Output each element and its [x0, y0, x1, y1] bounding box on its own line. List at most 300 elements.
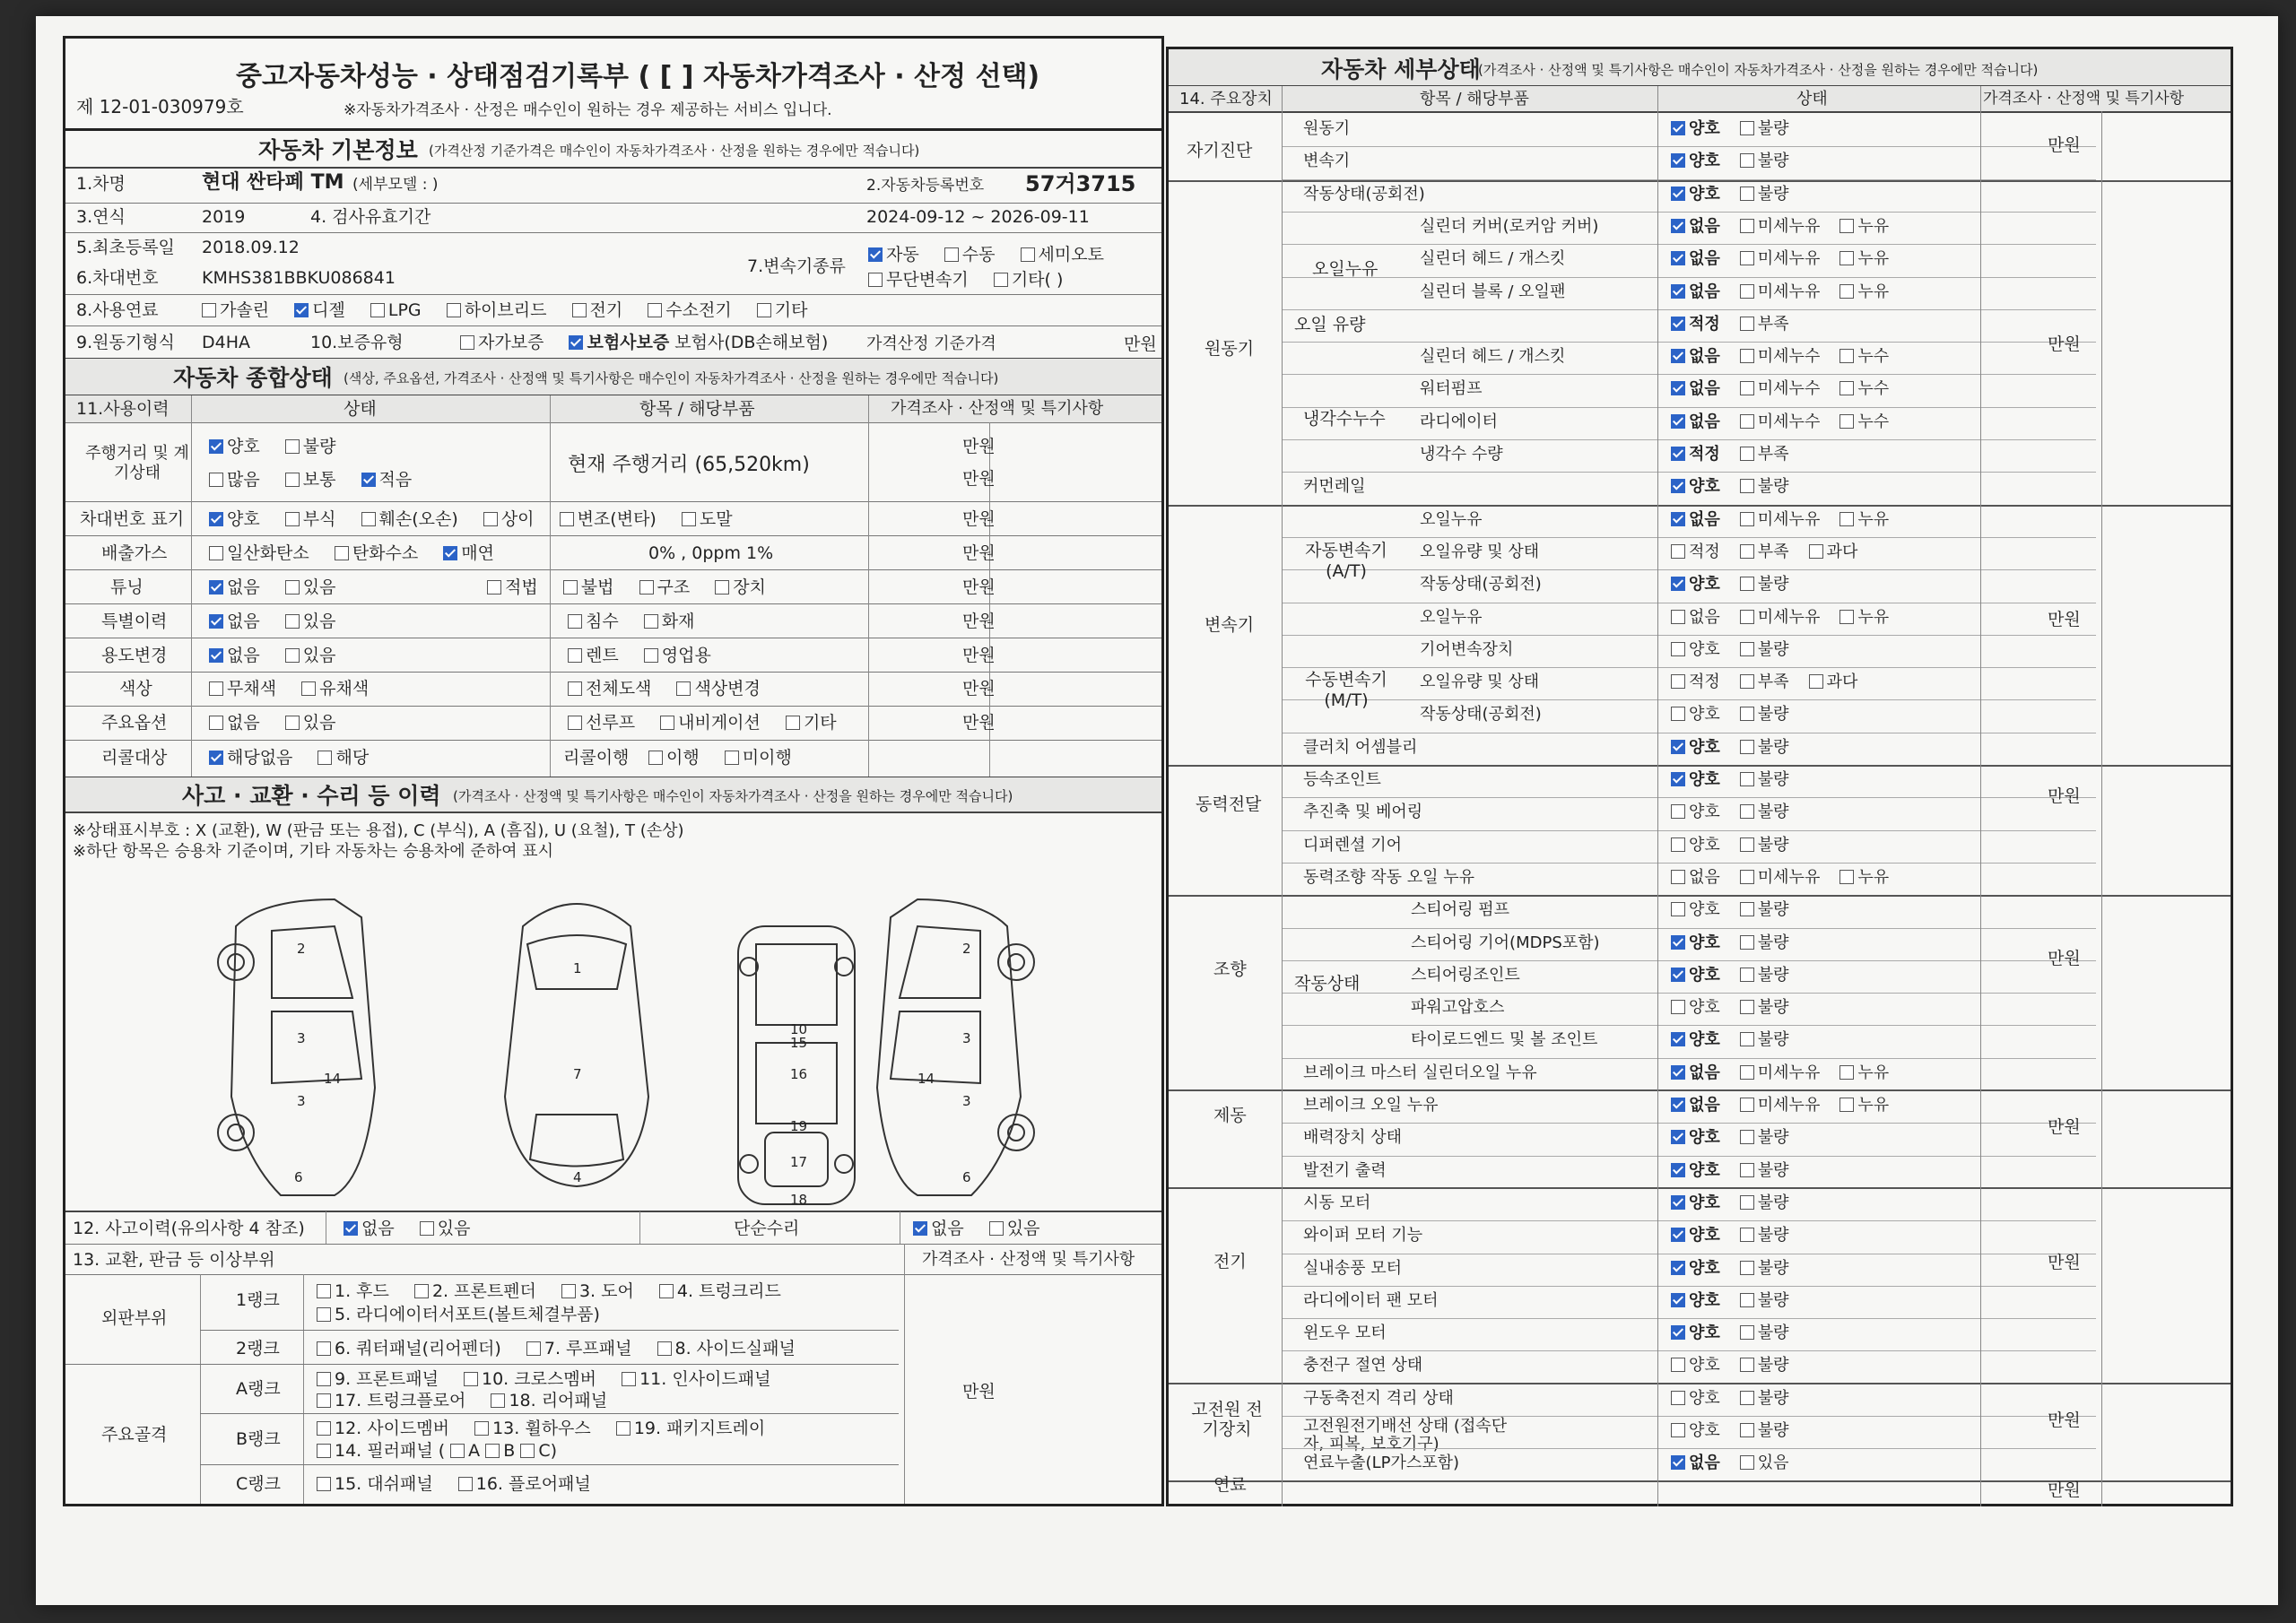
fuel-diesel-checkbox[interactable] — [294, 303, 309, 317]
trans-semi-checkbox[interactable] — [1021, 247, 1035, 262]
trans-manual-checkbox[interactable] — [944, 247, 959, 262]
sub-coolant: 냉각수누수 — [1303, 409, 1386, 429]
detail-checkbox-2-0[interactable] — [1671, 187, 1685, 201]
detail-checkbox-10-1[interactable] — [1740, 447, 1754, 461]
fuel-label: 8.사용연료 — [76, 300, 159, 320]
rank2-label: 2랭크 — [236, 1339, 280, 1358]
detail-checkbox-29-1[interactable] — [1740, 1065, 1754, 1080]
detail-state-0: 양호 불량 — [1671, 121, 1809, 137]
detail-item-34: 와이퍼 모터 기능 — [1303, 1226, 1423, 1245]
part-sidemember-checkbox[interactable] — [317, 1421, 331, 1436]
detail-checkbox-25-1[interactable] — [1740, 935, 1754, 950]
use-rent-checkbox[interactable] — [568, 648, 582, 663]
pillar-c-checkbox[interactable] — [520, 1444, 535, 1458]
part-floor-checkbox[interactable] — [458, 1477, 473, 1491]
detail-unit-3: 만원 — [2048, 786, 2081, 806]
detail-checkbox-38-1[interactable] — [1740, 1358, 1754, 1372]
recall-na-checkbox[interactable] — [209, 751, 223, 765]
row-special-label: 특별이력 — [101, 612, 168, 631]
sub-at: 자동변속기 (A/T) — [1305, 541, 1387, 581]
col-price: 가격조사 · 산정액 및 특기사항 — [891, 399, 1104, 418]
detail-state-6: 적정 부족 — [1671, 317, 1809, 333]
part-wheelhouse-checkbox[interactable] — [474, 1421, 489, 1436]
special-fire-checkbox[interactable] — [644, 614, 658, 629]
part-radiator-support-checkbox[interactable] — [317, 1307, 331, 1322]
svg-text:17: 17 — [790, 1154, 808, 1170]
detail-checkbox-29-2[interactable] — [1839, 1065, 1854, 1080]
basic-note: (가격산정 기준가격은 매수인이 자동차가격조사 · 산정을 원하는 경우에만 적습니다) — [429, 143, 920, 159]
vin-mismatch-checkbox[interactable] — [483, 512, 498, 526]
part-rearpanel-checkbox[interactable] — [491, 1393, 505, 1408]
part-dash-checkbox[interactable] — [317, 1477, 331, 1491]
detail-unit-0: 만원 — [2048, 135, 2081, 155]
parts-label: 13. 교환, 판금 등 이상부위 — [73, 1250, 275, 1270]
recall-item-label: 리콜이행 — [563, 748, 630, 768]
detail-state-19: 양호 불량 — [1671, 740, 1809, 756]
detail-state-10: 적정 부족 — [1671, 447, 1809, 463]
frame-label: 주요골격 — [101, 1425, 168, 1445]
detail-checkbox-22-1[interactable] — [1740, 838, 1754, 852]
detail-checkbox-27-0[interactable] — [1671, 1000, 1685, 1014]
detail-checkbox-21-0[interactable] — [1671, 804, 1685, 819]
detail-item-9: 라디에이터 — [1420, 412, 1498, 431]
detail-checkbox-29-0[interactable] — [1671, 1065, 1685, 1080]
detail-item-38: 충전구 절연 상태 — [1303, 1356, 1423, 1376]
detail-checkbox-14-0[interactable] — [1671, 577, 1685, 591]
detail-checkbox-39-1[interactable] — [1740, 1391, 1754, 1405]
first-reg-value: 2018.09.12 — [202, 238, 300, 257]
trans-opts-2: 무단변속기 기타( ) — [868, 272, 1083, 289]
detail-checkbox-0-0[interactable] — [1671, 121, 1685, 135]
detail-state-33: 양호 불량 — [1671, 1195, 1809, 1211]
gas-co-checkbox[interactable] — [209, 546, 223, 560]
detail-checkbox-1-0[interactable] — [1671, 153, 1685, 168]
detail-state-14: 양호 불량 — [1671, 577, 1809, 593]
option-other-checkbox[interactable] — [786, 716, 800, 730]
group-steering: 조향 — [1213, 959, 1247, 979]
part-pillar-checkbox[interactable] — [317, 1444, 331, 1458]
detail-checkbox-8-0[interactable] — [1671, 381, 1685, 395]
trans-cvt-checkbox[interactable] — [868, 273, 883, 287]
tuning-none-checkbox[interactable] — [209, 580, 223, 595]
detail-checkbox-34-1[interactable] — [1740, 1228, 1754, 1242]
recall-done-checkbox[interactable] — [648, 751, 663, 765]
detail-checkbox-18-1[interactable] — [1740, 707, 1754, 721]
special-none-checkbox[interactable] — [209, 614, 223, 629]
svg-text:1: 1 — [573, 960, 582, 976]
detail-state-35: 양호 불량 — [1671, 1261, 1809, 1277]
special-flood-checkbox[interactable] — [568, 614, 582, 629]
parts-price-label: 가격조사 · 산정액 및 특기사항 — [922, 1250, 1135, 1269]
detail-state-5: 없음 미세누유 누유 — [1671, 284, 1909, 300]
detail-checkbox-17-2[interactable] — [1809, 674, 1823, 689]
car-diagram — [65, 864, 1167, 1218]
group-fuel: 연료 — [1213, 1475, 1247, 1495]
option-state: 없음 있음 — [209, 715, 355, 732]
trans-other-checkbox[interactable] — [994, 273, 1008, 287]
detail-checkbox-30-2[interactable] — [1839, 1098, 1854, 1112]
detail-item-27: 파워고압호스 — [1411, 998, 1505, 1018]
part-trunkfloor-checkbox[interactable] — [317, 1393, 331, 1408]
detail-state-17: 적정 부족 과다 — [1671, 674, 1877, 690]
trans-auto-checkbox[interactable] — [868, 247, 883, 262]
fuel-opts: 가솔린 디젤 LPG 하이브리드 전기 수소전기 기타 — [202, 302, 827, 319]
row-gas-label: 배출가스 — [101, 543, 168, 563]
detail-checkbox-40-0[interactable] — [1671, 1423, 1685, 1437]
detail-checkbox-31-1[interactable] — [1740, 1130, 1754, 1144]
detail-checkbox-25-0[interactable] — [1671, 935, 1685, 950]
detail-checkbox-4-0[interactable] — [1671, 251, 1685, 265]
use-state: 없음 있음 — [209, 647, 355, 664]
detail-checkbox-16-0[interactable] — [1671, 642, 1685, 656]
detail-state-4: 없음 미세누유 누유 — [1671, 251, 1909, 267]
car-right-side-view — [877, 899, 1034, 1195]
doc-number: 제 12-01-030979호 — [76, 96, 244, 117]
reg-label: 2.자동차등록번호 — [866, 177, 985, 195]
detail-checkbox-28-1[interactable] — [1740, 1032, 1754, 1046]
option-sunroof-checkbox[interactable] — [568, 716, 582, 730]
gas-smoke-checkbox[interactable] — [443, 546, 457, 560]
svg-text:6: 6 — [294, 1169, 303, 1185]
summary-title: 자동차 종합상태 — [173, 365, 333, 391]
vin-paint-checkbox[interactable] — [682, 512, 696, 526]
detail-checkbox-15-1[interactable] — [1740, 610, 1754, 624]
detail-item-18: 작동상태(공회전) — [1420, 705, 1542, 725]
detail-checkbox-32-0[interactable] — [1671, 1163, 1685, 1177]
detail-state-1: 양호 불량 — [1671, 153, 1809, 169]
detail-state-36: 양호 불량 — [1671, 1293, 1809, 1309]
detail-state-39: 양호 불량 — [1671, 1391, 1809, 1407]
tuning-struct-checkbox[interactable] — [639, 580, 654, 595]
detail-state-31: 양호 불량 — [1671, 1130, 1809, 1146]
detail-checkbox-35-0[interactable] — [1671, 1261, 1685, 1275]
detail-checkbox-5-1[interactable] — [1740, 284, 1754, 299]
col-detail-item: 항목 / 해당부품 — [1420, 90, 1529, 108]
warranty-opts: 자가보증 보험사보증 보험사(DB손해보험) — [460, 334, 828, 352]
trans-label: 7.변속기종류 — [747, 256, 846, 276]
detail-checkbox-10-0[interactable] — [1671, 447, 1685, 461]
part-insidepanel-checkbox[interactable] — [622, 1372, 636, 1386]
rank1-label: 1랭크 — [236, 1290, 280, 1310]
fuel-lpg-checkbox[interactable] — [370, 303, 385, 317]
engine-label: 9.원동기형식 — [76, 333, 175, 352]
detail-checkbox-31-0[interactable] — [1671, 1130, 1685, 1144]
recall-yes-checkbox[interactable] — [317, 751, 332, 765]
detail-checkbox-33-1[interactable] — [1740, 1195, 1754, 1210]
tuning-yes-checkbox[interactable] — [285, 580, 300, 595]
detail-checkbox-6-1[interactable] — [1740, 317, 1754, 331]
warranty-self-checkbox[interactable] — [460, 335, 474, 350]
detail-checkbox-12-1[interactable] — [1740, 512, 1754, 526]
detail-checkbox-15-2[interactable] — [1839, 610, 1854, 624]
part-frontpanel-checkbox[interactable] — [317, 1372, 331, 1386]
detail-checkbox-37-1[interactable] — [1740, 1325, 1754, 1340]
simple-repair-label: 단순수리 — [734, 1219, 800, 1238]
pillar-a-checkbox[interactable] — [450, 1444, 465, 1458]
detail-checkbox-13-2[interactable] — [1809, 544, 1823, 559]
summary-unit-5: 만원 — [962, 612, 996, 631]
detail-checkbox-19-1[interactable] — [1740, 740, 1754, 754]
detail-checkbox-20-1[interactable] — [1740, 772, 1754, 786]
detail-item-41: 연료누출(LP가스포함) — [1303, 1454, 1460, 1473]
color-fullpaint-checkbox[interactable] — [568, 681, 582, 696]
svg-text:3: 3 — [297, 1093, 306, 1109]
use-items: 렌트 영업용 — [568, 647, 731, 664]
detail-checkbox-36-0[interactable] — [1671, 1293, 1685, 1307]
detail-checkbox-21-1[interactable] — [1740, 804, 1754, 819]
accident-history-opts: 없음 있음 — [344, 1220, 490, 1237]
mileage-few-checkbox[interactable] — [361, 473, 376, 487]
detail-checkbox-27-1[interactable] — [1740, 1000, 1754, 1014]
svg-text:16: 16 — [790, 1066, 808, 1082]
part-door-checkbox[interactable] — [561, 1284, 576, 1298]
svg-text:6: 6 — [962, 1169, 971, 1185]
svg-text:3: 3 — [297, 1030, 306, 1046]
fuel-electric-checkbox[interactable] — [572, 303, 587, 317]
detail-checkbox-26-0[interactable] — [1671, 968, 1685, 982]
fuel-other-checkbox[interactable] — [757, 303, 771, 317]
part-trunklid-checkbox[interactable] — [659, 1284, 674, 1298]
detail-checkbox-7-1[interactable] — [1740, 349, 1754, 363]
detail-checkbox-9-1[interactable] — [1740, 414, 1754, 429]
detail-checkbox-16-1[interactable] — [1740, 642, 1754, 656]
summary-unit-1: 만원 — [962, 469, 996, 489]
reg-value: 57거3715 — [1025, 171, 1136, 196]
simple-none-checkbox[interactable] — [913, 1221, 927, 1236]
detail-checkbox-40-1[interactable] — [1740, 1423, 1754, 1437]
detail-checkbox-23-0[interactable] — [1671, 870, 1685, 884]
outer-label: 외판부위 — [101, 1308, 168, 1328]
left-panel — [63, 36, 1164, 1506]
rankC-label: C랭크 — [236, 1474, 281, 1494]
mileage-many-checkbox[interactable] — [209, 473, 223, 487]
recall-notdone-checkbox[interactable] — [725, 751, 739, 765]
sub-oil-level: 오일 유량 — [1294, 315, 1366, 334]
detail-checkbox-23-2[interactable] — [1839, 870, 1854, 884]
detail-item-8: 워터펌프 — [1420, 379, 1483, 399]
detail-state-11: 양호 불량 — [1671, 479, 1809, 495]
mileage-good-checkbox[interactable] — [209, 439, 223, 454]
detail-checkbox-7-0[interactable] — [1671, 349, 1685, 363]
detail-unit-7: 만원 — [2048, 1410, 2081, 1430]
row-tuning-label: 튜닝 — [110, 577, 144, 597]
mileage-normal-checkbox[interactable] — [285, 473, 300, 487]
part-hood-checkbox[interactable] — [317, 1284, 331, 1298]
detail-checkbox-36-1[interactable] — [1740, 1293, 1754, 1307]
year-value: 2019 — [202, 207, 246, 227]
tuning-device-checkbox[interactable] — [715, 580, 729, 595]
vin-damage-checkbox[interactable] — [361, 512, 376, 526]
detail-checkbox-5-0[interactable] — [1671, 284, 1685, 299]
rankC-items: 15. 대쉬패널 16. 플로어패널 — [317, 1476, 611, 1493]
detail-state-29: 없음 미세누유 누유 — [1671, 1065, 1909, 1081]
recall-items: 이행 미이행 — [648, 750, 812, 767]
detail-item-40: 고전원전기배선 상태 (접속단자, 피복, 보호기구) — [1303, 1417, 1508, 1454]
color-change-checkbox[interactable] — [676, 681, 691, 696]
simple-repair-opts: 없음 있음 — [913, 1220, 1059, 1237]
use-yes-checkbox[interactable] — [285, 648, 300, 663]
svg-text:10: 10 — [790, 1021, 808, 1037]
detail-state-38: 양호 불량 — [1671, 1358, 1809, 1374]
detail-checkbox-37-0[interactable] — [1671, 1325, 1685, 1340]
rank1-items: 1. 후드 2. 프론트펜더 3. 도어 4. 트렁크리드 — [317, 1283, 801, 1300]
detail-checkbox-30-0[interactable] — [1671, 1098, 1685, 1112]
fuel-hybrid-checkbox[interactable] — [447, 303, 461, 317]
col-detail-state: 상태 — [1796, 90, 1828, 108]
detail-checkbox-9-0[interactable] — [1671, 414, 1685, 429]
detail-checkbox-17-0[interactable] — [1671, 674, 1685, 689]
detail-checkbox-8-1[interactable] — [1740, 381, 1754, 395]
detail-checkbox-12-2[interactable] — [1839, 512, 1854, 526]
detail-checkbox-9-2[interactable] — [1839, 414, 1854, 429]
rank2-items: 6. 쿼터패널(리어펜더) 7. 루프패널 8. 사이드실패널 — [317, 1341, 815, 1358]
option-none-checkbox[interactable] — [209, 716, 223, 730]
detail-state-25: 양호 불량 — [1671, 935, 1809, 951]
detail-checkbox-19-0[interactable] — [1671, 740, 1685, 754]
detail-checkbox-26-1[interactable] — [1740, 968, 1754, 982]
col-usage: 11.사용이력 — [76, 399, 170, 419]
detail-checkbox-23-1[interactable] — [1740, 870, 1754, 884]
part-fender-checkbox[interactable] — [414, 1284, 429, 1298]
detail-checkbox-11-0[interactable] — [1671, 479, 1685, 493]
part-quarter-checkbox[interactable] — [317, 1341, 331, 1356]
vin-rust-checkbox[interactable] — [285, 512, 300, 526]
rankB-items-2: 14. 필러패널 ( A B C) — [317, 1443, 577, 1460]
part-packagetray-checkbox[interactable] — [616, 1421, 631, 1436]
color-items: 전체도색 색상변경 — [568, 681, 780, 698]
svg-text:4: 4 — [573, 1169, 582, 1185]
detail-checkbox-3-0[interactable] — [1671, 219, 1685, 233]
detail-checkbox-4-2[interactable] — [1839, 251, 1854, 265]
detail-checkbox-13-0[interactable] — [1671, 544, 1685, 559]
gas-hc-checkbox[interactable] — [335, 546, 349, 560]
gas-state: 일산화탄소 탄화수소 매연 — [209, 545, 514, 562]
option-navi-checkbox[interactable] — [660, 716, 674, 730]
detail-checkbox-15-0[interactable] — [1671, 610, 1685, 624]
pillar-b-checkbox[interactable] — [485, 1444, 500, 1458]
simple-yes-checkbox[interactable] — [989, 1221, 1004, 1236]
detail-checkbox-20-0[interactable] — [1671, 772, 1685, 786]
detail-checkbox-14-1[interactable] — [1740, 577, 1754, 591]
detail-checkbox-18-0[interactable] — [1671, 707, 1685, 721]
special-yes-checkbox[interactable] — [285, 614, 300, 629]
detail-checkbox-41-0[interactable] — [1671, 1455, 1685, 1470]
detail-checkbox-11-1[interactable] — [1740, 479, 1754, 493]
part-crossmember-checkbox[interactable] — [464, 1372, 478, 1386]
detail-state-28: 양호 불량 — [1671, 1032, 1809, 1048]
detail-checkbox-13-1[interactable] — [1740, 544, 1754, 559]
tuning-legal-checkbox[interactable] — [487, 580, 501, 595]
mileage-bad-checkbox[interactable] — [285, 439, 300, 454]
detail-checkbox-24-0[interactable] — [1671, 902, 1685, 916]
detail-checkbox-12-0[interactable] — [1671, 512, 1685, 526]
color-chromatic-checkbox[interactable] — [301, 681, 316, 696]
summary-unit-2: 만원 — [962, 509, 996, 529]
summary-unit-7: 만원 — [962, 679, 996, 699]
header-note: ※자동차가격조사 · 산정은 매수인이 원하는 경우 제공하는 서비스 입니다. — [344, 101, 832, 119]
tuning-illegal-checkbox[interactable] — [563, 580, 578, 595]
detail-item-21: 추진축 및 베어링 — [1303, 803, 1423, 822]
warranty-insurer-checkbox[interactable] — [569, 335, 583, 350]
detail-checkbox-22-0[interactable] — [1671, 838, 1685, 852]
summary-unit-3: 만원 — [962, 543, 996, 563]
detail-checkbox-2-1[interactable] — [1740, 187, 1754, 201]
detail-item-11: 커먼레일 — [1303, 477, 1366, 497]
detail-checkbox-30-1[interactable] — [1740, 1098, 1754, 1112]
price-base-unit: 만원 — [1124, 334, 1157, 354]
group-electric: 전기 — [1213, 1252, 1247, 1271]
detail-checkbox-0-1[interactable] — [1740, 121, 1754, 135]
detail-unit-2: 만원 — [2048, 610, 2081, 629]
detail-checkbox-35-1[interactable] — [1740, 1261, 1754, 1275]
detail-checkbox-33-0[interactable] — [1671, 1195, 1685, 1210]
summary-unit-6: 만원 — [962, 646, 996, 665]
accident-yes-checkbox[interactable] — [420, 1221, 434, 1236]
detail-item-4: 실린더 헤드 / 개스킷 — [1420, 249, 1566, 269]
rankA-items-2: 17. 트렁크플로어 18. 리어패널 — [317, 1393, 627, 1410]
part-roof-checkbox[interactable] — [526, 1341, 541, 1356]
detail-item-24: 스티어링 펌프 — [1411, 900, 1510, 920]
svg-text:14: 14 — [918, 1071, 935, 1087]
svg-text:18: 18 — [790, 1192, 808, 1208]
detail-checkbox-17-1[interactable] — [1740, 674, 1754, 689]
form-title: 중고자동차성능 · 상태점검기록부 ( [ ] 자동차가격조사 · 산정 선택) — [236, 61, 1040, 92]
color-achromatic-checkbox[interactable] — [209, 681, 223, 696]
option-yes-checkbox[interactable] — [285, 716, 300, 730]
summary-unit-8: 만원 — [962, 713, 996, 733]
detail-item-26: 스티어링조인트 — [1411, 965, 1520, 985]
fuel-hydrogen-checkbox[interactable] — [648, 303, 662, 317]
detail-item-10: 냉각수 수량 — [1420, 445, 1503, 464]
part-sidesill-checkbox[interactable] — [657, 1341, 672, 1356]
use-none-checkbox[interactable] — [209, 648, 223, 663]
detail-checkbox-8-2[interactable] — [1839, 381, 1854, 395]
detail-state-7: 없음 미세누수 누수 — [1671, 349, 1909, 365]
detail-checkbox-5-2[interactable] — [1839, 284, 1854, 299]
detail-item-12: 오일누유 — [1420, 509, 1483, 529]
detail-checkbox-6-0[interactable] — [1671, 317, 1685, 331]
svg-text:2: 2 — [297, 941, 306, 957]
detail-checkbox-28-0[interactable] — [1671, 1032, 1685, 1046]
detail-checkbox-7-2[interactable] — [1839, 349, 1854, 363]
detail-checkbox-32-1[interactable] — [1740, 1163, 1754, 1177]
detail-checkbox-1-1[interactable] — [1740, 153, 1754, 168]
detail-unit-6: 만원 — [2048, 1253, 2081, 1272]
detail-checkbox-3-2[interactable] — [1839, 219, 1854, 233]
sub-oil-leak: 오일누유 — [1312, 259, 1378, 279]
accident-none-checkbox[interactable] — [344, 1221, 358, 1236]
valid-label: 4. 검사유효기간 — [310, 207, 431, 227]
detail-checkbox-34-0[interactable] — [1671, 1228, 1685, 1242]
detail-checkbox-4-1[interactable] — [1740, 251, 1754, 265]
vin-good-checkbox[interactable] — [209, 512, 223, 526]
detail-state-30: 없음 미세누유 누유 — [1671, 1098, 1909, 1114]
detail-checkbox-24-1[interactable] — [1740, 902, 1754, 916]
detail-checkbox-41-1[interactable] — [1740, 1455, 1754, 1470]
fuel-gasoline-checkbox[interactable] — [202, 303, 216, 317]
detail-checkbox-38-0[interactable] — [1671, 1358, 1685, 1372]
detail-item-5: 실린더 블록 / 오일팬 — [1420, 282, 1566, 301]
detail-item-13: 오일유량 및 상태 — [1420, 542, 1540, 561]
detail-state-27: 양호 불량 — [1671, 1000, 1809, 1016]
svg-text:3: 3 — [962, 1093, 971, 1109]
vin-alter-checkbox[interactable] — [560, 512, 574, 526]
detail-item-3: 실린더 커버(로커암 커버) — [1420, 216, 1599, 236]
detail-state-12: 없음 미세누유 누유 — [1671, 512, 1909, 528]
detail-checkbox-39-0[interactable] — [1671, 1391, 1685, 1405]
detail-checkbox-3-1[interactable] — [1740, 219, 1754, 233]
use-business-checkbox[interactable] — [644, 648, 658, 663]
